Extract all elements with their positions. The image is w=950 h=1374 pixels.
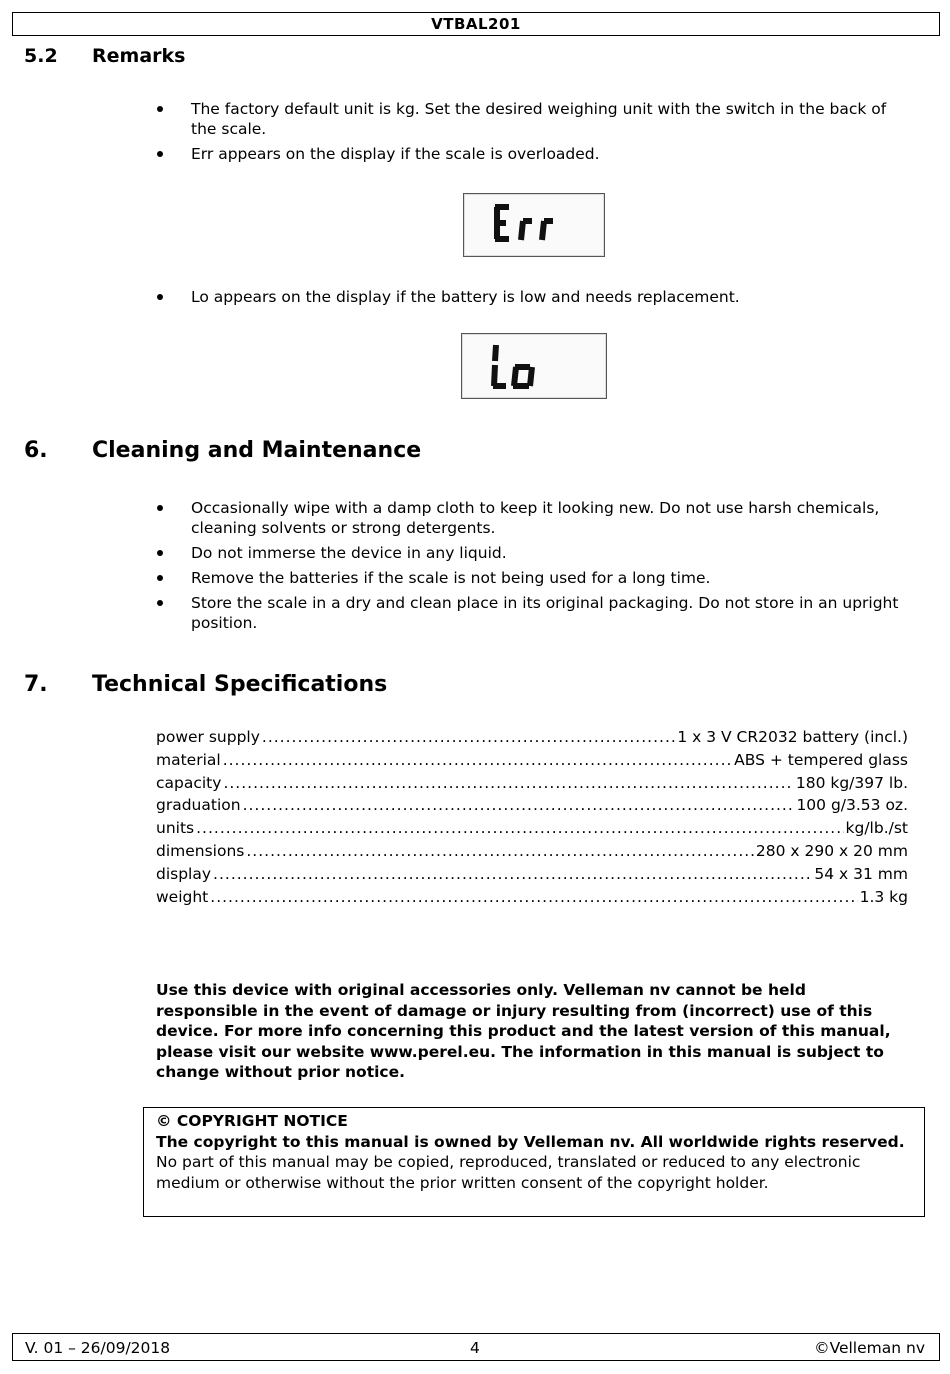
- leader-dots: [213, 865, 812, 883]
- remarks-list-a: [157, 99, 902, 169]
- lcd-display-lo: [461, 333, 607, 399]
- spec-value: 54 x 31 mm: [814, 864, 908, 883]
- list-item: Remove the batteries if the scale is not being used for a long time.: [157, 568, 902, 588]
- leader-dots: [243, 796, 795, 814]
- section-number: 7.: [24, 672, 48, 697]
- spec-label: graduation: [156, 796, 241, 815]
- copyright-normal-text: No part of this manual may be copied, reproduced, translated or reduced to any electronic medium or otherwise without the prior written consent of the copyright holder.: [156, 1153, 861, 1192]
- spec-value: 1.3 kg: [859, 887, 908, 906]
- section-title: Technical Specifications: [92, 672, 388, 697]
- section-number: 5.2: [24, 45, 58, 67]
- section-title: Remarks: [92, 45, 186, 67]
- spec-table: [156, 728, 908, 910]
- section-title: Cleaning and Maintenance: [92, 438, 422, 463]
- spec-row: [156, 796, 908, 819]
- spec-label: power supply: [156, 728, 260, 746]
- page-header: [12, 12, 940, 36]
- spec-value: ABS + tempered glass: [734, 750, 908, 769]
- list-item: Occasionally wipe with a damp cloth to keep it looking new. Do not use harsh chemicals, cleaning solvents or strong detergents.: [157, 498, 902, 538]
- document-code: VTBAL201: [431, 15, 521, 33]
- leader-dots: [223, 751, 732, 769]
- remarks-list-b: [157, 287, 902, 312]
- lcd-display-err: [463, 193, 605, 257]
- page-number: 4: [470, 1339, 480, 1357]
- spec-label: units: [156, 819, 195, 838]
- spec-value: 100 g/3.53 oz.: [796, 796, 908, 815]
- copyright-heading: © COPYRIGHT NOTICE: [156, 1112, 348, 1130]
- company-copyright: ©Velleman nv: [814, 1339, 925, 1357]
- spec-value: kg/lb./st: [845, 819, 908, 838]
- leader-dots: [246, 842, 754, 860]
- leader-dots: [262, 728, 675, 746]
- page-footer: [12, 1333, 940, 1361]
- spec-value: 1 x 3 V CR2032 battery (incl.): [677, 728, 908, 746]
- spec-row: [156, 751, 908, 774]
- spec-value: 180 kg/397 lb.: [795, 773, 908, 792]
- spec-label: display: [156, 864, 212, 883]
- usage-notice: Use this device with original accessories only. Velleman nv cannot be held responsible in the event of damage or injury resulting from (incorrect) use of this device. For more info concerning this product and the latest version of this manual, please visit our website www.perel.eu. The information in this manual is subject to change without prior notice.: [156, 981, 891, 1081]
- spec-row: [156, 774, 908, 797]
- lo-lcd-glyphs: [462, 334, 605, 397]
- spec-row: [156, 728, 908, 751]
- leader-dots: [210, 888, 857, 906]
- spec-row: [156, 888, 908, 911]
- maintenance-list: [157, 498, 902, 638]
- section-number: 6.: [24, 438, 48, 463]
- err-lcd-glyphs: [464, 194, 603, 255]
- copyright-bold-text: The copyright to this manual is owned by Velleman nv. All worldwide rights reserved.: [156, 1132, 905, 1151]
- leader-dots: [223, 774, 793, 792]
- spec-row: [156, 842, 908, 865]
- spec-label: weight: [156, 887, 209, 906]
- spec-label: capacity: [156, 773, 222, 792]
- list-item: Do not immerse the device in any liquid.: [157, 543, 902, 563]
- spec-row: [156, 865, 908, 888]
- spec-label: dimensions: [156, 841, 245, 860]
- list-item: Store the scale in a dry and clean place in its original packaging. Do not store in an upright position.: [157, 593, 902, 633]
- copyright-body: [156, 1132, 912, 1194]
- list-item: Lo appears on the display if the battery is low and needs replacement.: [157, 287, 902, 307]
- version-date: V. 01 – 26/09/2018: [25, 1339, 171, 1357]
- spec-value: 280 x 290 x 20 mm: [755, 841, 908, 860]
- leader-dots: [196, 819, 843, 837]
- list-item: The factory default unit is kg. Set the desired weighing unit with the switch in the back of the scale.: [157, 99, 902, 139]
- copyright-notice-box: [143, 1107, 925, 1217]
- spec-label: material: [156, 750, 221, 769]
- list-item: Err appears on the display if the scale is overloaded.: [157, 144, 902, 164]
- spec-row: [156, 819, 908, 842]
